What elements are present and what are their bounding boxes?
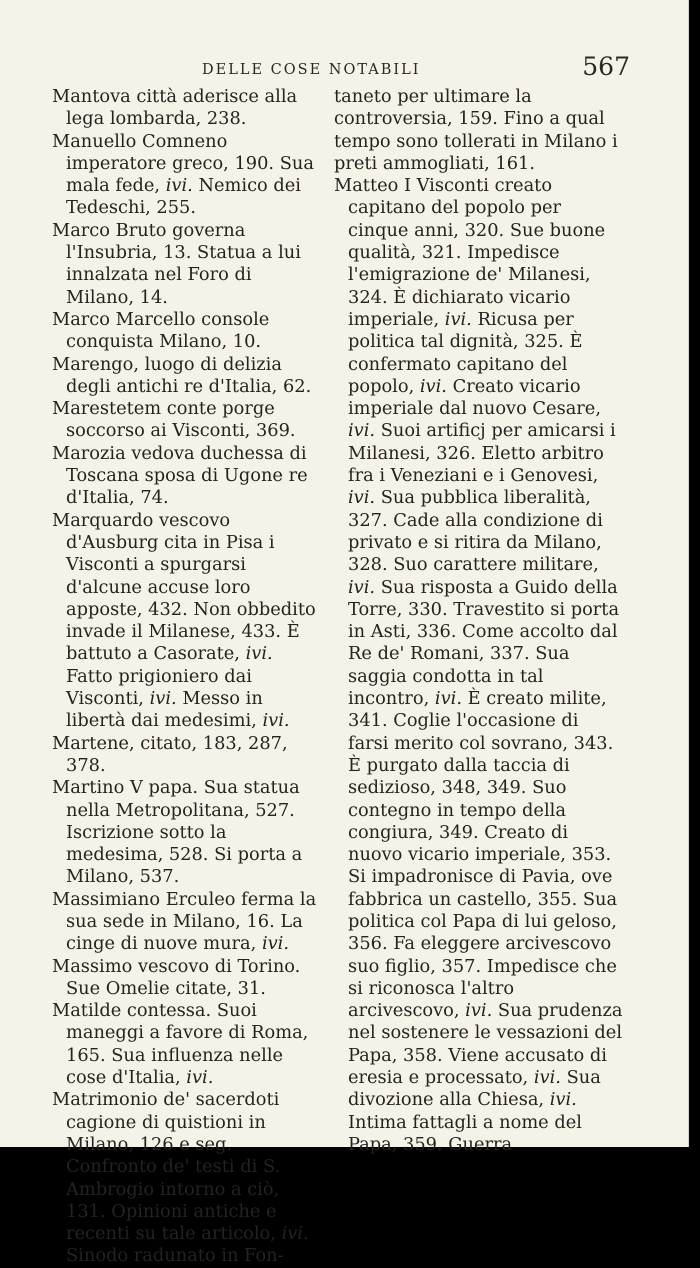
index-entry: Massimiano Erculeo ferma la sua sede in Milano, 16. La cinge di nuove mura, ivi. [52,888,317,955]
index-entry: Mantova città aderisce alla lega lombarda, 238. [52,86,298,130]
index-entry: Marco Marcello console conquista Milano, 10. [52,308,270,353]
index-column-right [334,86,624,1156]
index-entry: Marozia vedova duchessa di Toscana sposa di Ugone re d'Italia, 74. [52,442,308,509]
page-number: 567 [582,52,630,81]
index-column-left [52,86,319,1268]
index-entry: Marquardo vescovo d'Ausburg cita in Pisa i Visconti a spurgarsi d'alcune accuse loro apposte, 432. Non obbedito invade il Milanese, 433. È battuto a Casorate, ivi. Fatto prigioniero dai Visconti, ivi. Messo in libertà dai medesimi, ivi. [52,509,316,732]
index-entry: Manuello Comneno imperatore greco, 190. Sua mala fede, ivi. Nemico dei Tedeschi, 255. [52,130,314,219]
index-entry: Marco Bruto governa l'Insubria, 13. Statua a lui innalzata nel Foro di Milano, 14. [52,219,301,308]
index-entry: Martene, citato, 183, 287, 378. [52,732,288,776]
index-entry: Marengo, luogo di delizia degli antichi re d'Italia, 62. [52,353,312,397]
index-entry: Marestetem conte porge soccorso ai Visconti, 369. [52,398,296,442]
index-entry: Matrimonio de' sacerdoti cagione di quistioni in Milano, 126 e seg. Confronto de' testi di S. Ambrogio intorno a ciò, 131. Opinioni antiche e recenti su tale articolo, ivi. Sinodo radunato in Fon- [52,1089,309,1267]
running-title: DELLE COSE NOTABILI [202,62,421,78]
index-entry: Matteo I Visconti creato capitano del popolo per cinque anni, 320. Sue buone qualità, 321. Impedisce l'emigrazione de' Milanesi, 324. È dichiarato vicario imperiale, ivi. Ricusa per politica tal dignità, 325. È confermato capitano del popolo, ivi. Creato vicario imperiale dal nuovo Cesare, ivi. Suoi artificj per amicarsi i Milanesi, 326. Eletto arbitro fra i Veneziani e i Genovesi, ivi. Sua pubblica liberalità, 327. Cade alla condizione di privato e si ritira da Milano, 328. Suo carattere militare, ivi. Sua risposta a Guido della Torre, 330. Travestito si porta in Asti, 336. Come accolto dal Re de' Romani, 337. Sua saggia condotta in tal incontro, ivi. È creato milite, 341. Coglie l'occasione di farsi merito col sovrano, 343. È purgato dalla taccia di sedizioso, 348, 349. Suo contegno in tempo della congiura, 349. Creato di nuovo vicario imperiale, 353. Si impadronisce di Pavia, ove fabbrica un castello, 355. Sua politica col Papa di lui geloso, 356. Fa eleggere arcivescovo suo figlio, 357. Impedisce che si riconosca l'altro arcivescovo, ivi. Sua prudenza nel sostenere le vessazioni del Papa, 358. Viene accusato di eresia e processato, ivi. Sua divozione alla Chiesa, ivi. Intima fattagli a nome del Papa, 359. Guerra [334,175,623,1155]
index-entry: taneto per ultimare la controversia, 159. Fino a qual tempo sono tollerati in Milano i preti ammogliati, 161. [334,86,618,174]
index-entry: Martino V papa. Sua statua nella Metropolitana, 527. Iscrizione sotto la medesima, 528. Si porta a Milano, 537. [52,777,303,888]
page-header [40,52,630,88]
index-entry: Matilde contessa. Suoi maneggi a favore di Roma, 165. Sua influenza nelle cose d'Italia, ivi. [52,1000,309,1089]
index-entry: Massimo vescovo di Torino. Sue Omelie citate, 31. [52,955,301,999]
